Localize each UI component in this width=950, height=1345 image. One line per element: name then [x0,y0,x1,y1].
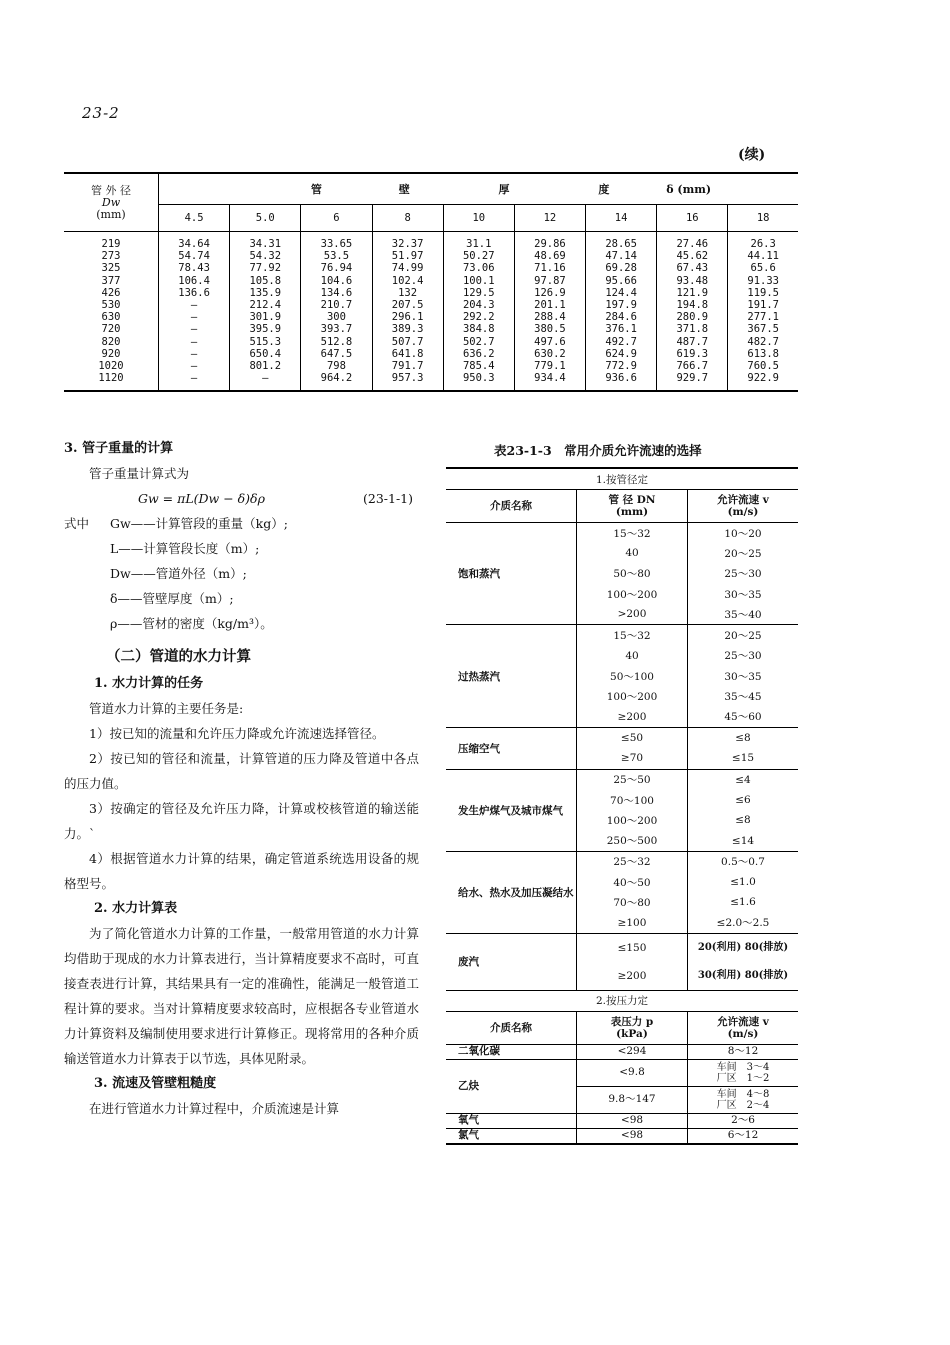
header2-pressure-line2: (kPa) [616,1027,648,1040]
weight-cell: 929.7 [657,372,728,391]
medium-name: 发生炉煤气及城市煤气 [446,769,577,851]
thickness-header: 18 [728,205,798,232]
table-row [64,336,798,348]
where-label: 式中 [64,516,90,531]
weight-cell: 47.14 [586,250,657,262]
weight-cell: 515.3 [230,336,301,348]
diameter-cell: 25～32 [577,851,688,872]
definition-item: Gw——计算管段的重量（kg）; [110,516,288,531]
weight-cell: 53.5 [301,250,372,262]
weight-cell: 772.9 [586,360,657,372]
thickness-header: 12 [514,205,585,232]
weight-cell: 798 [301,360,372,372]
weight-cell: 69.28 [586,262,657,274]
weight-cell: 284.6 [586,311,657,323]
diameter-cell: 40～50 [577,872,688,892]
medium-name: 二氧化碳 [446,1044,577,1059]
dw-cell: 820 [64,336,159,348]
pressure-cell: 9.8～147 [577,1086,688,1113]
velocity-cell: 45～60 [688,707,799,728]
diameter-cell: 100～200 [577,584,688,604]
thickness-header: 4.5 [159,205,230,232]
weight-cell: 760.5 [728,360,798,372]
weight-cell: 791.7 [372,360,443,372]
dw-cell: 1020 [64,360,159,372]
weight-cell: 647.5 [301,348,372,360]
weight-cell: 389.3 [372,323,443,335]
thickness-header: 5.0 [230,205,301,232]
paragraph-hydraulic-table: 为了简化管道水力计算的工作量，一般常用管道的水力计算均借助于现成的水力计算表进行，当计算精度要求不高时，可直接查表进行计算，其结果具有一定的准确性，能满足一般管道工程计算的要求。当对计算精度要求较高时，应根据各专业管道水力计算资料及编制使用要求进行计算修正。现将常用的各种介质输送管道水力计算表于以节选，具体见附录。 [64,926,419,1066]
dw-cell: 273 [64,250,159,262]
weight-cell: 77.92 [230,262,301,274]
weight-cell: 191.7 [728,299,798,311]
weight-cell: 121.9 [657,287,728,299]
weight-cell: 482.7 [728,336,798,348]
header-velocity [688,490,799,523]
table-row [64,311,798,323]
table-row [64,287,798,299]
table-row [446,1128,798,1144]
dw-cell: 426 [64,287,159,299]
thickness-spanning-header: 管 壁 厚 度 δ (mm) [310,183,712,196]
continued-label: (续) [738,147,766,163]
medium-name: 乙炔 [446,1059,577,1113]
weight-cell: 31.1 [443,232,514,251]
velocity-cell: 车间 3～4 厂区 1～2 [688,1059,799,1086]
velocity-cell: ≤8 [735,814,751,827]
header-diameter [577,490,688,523]
velocity-cell: 30～35 [724,588,762,601]
velocity-cell: 2～6 [688,1113,799,1128]
weight-cell: 301.9 [230,311,301,323]
weight-cell: 50.27 [443,250,514,262]
weight-cell: 507.7 [372,336,443,348]
table-row [446,933,798,962]
weight-cell: 91.33 [728,275,798,287]
diameter-cell: ≤150 [577,933,688,962]
weight-cell: 104.6 [301,275,372,287]
diameter-cell: ≥100 [577,913,688,934]
velocity-cell: 20～25 [724,547,762,560]
task-item: 2）按已知的管径和流量，计算管道的压力降及管道中各点的压力值。 [64,751,419,791]
dw-cell: 920 [64,348,159,360]
table-row [446,625,798,646]
table-row [446,769,798,790]
task-item: 3）按确定的管径及允许压力降，计算或校核管道的输送能力。` [64,801,419,841]
diameter-cell: 40 [577,543,688,563]
weight-cell: 28.65 [586,232,657,251]
formula: Gw = πL(Dw − δ)δρ [138,491,265,506]
velocity-cell: 6～12 [688,1128,799,1144]
subheading-by-diameter: 1.按管径定 [446,468,798,490]
table-row [64,323,798,335]
weight-cell: 212.4 [230,299,301,311]
table-row [446,1044,798,1059]
weight-cell: 624.9 [586,348,657,360]
table-row [446,1011,798,1044]
diameter-cell: ≥70 [577,748,688,769]
weight-cell: 34.64 [178,238,210,250]
velocity-cell: 35～45 [724,691,762,704]
weight-cell: 51.97 [372,250,443,262]
table-row [446,1059,798,1086]
diameter-cell: ≤50 [577,727,688,748]
weight-cell: 502.7 [443,336,514,348]
formula-line [64,486,419,511]
weight-cell: 288.4 [514,311,585,323]
velocity-cell: 20～25 [724,630,762,643]
definition-item: ρ——管材的密度（kg/m³）。 [110,616,273,631]
table-row [446,468,798,490]
definition-item: L——计算管段长度（m）; [110,541,260,556]
weight-cell: 934.4 [514,372,585,391]
subheading-by-pressure: 2.按压力定 [446,990,798,1011]
weight-cell: 210.7 [301,299,372,311]
diameter-cell: 70～100 [577,790,688,810]
weight-cell: 380.5 [514,323,585,335]
weight-cell: 296.1 [372,311,443,323]
header-velocity-line1: 允许流速 v [717,494,769,506]
header2-velocity-line1: 允许流速 v [717,1015,769,1028]
thickness-header: 16 [657,205,728,232]
weight-cell: 73.06 [443,262,514,274]
table-row [446,851,798,872]
weight-cell: 277.1 [728,311,798,323]
thickness-header: 6 [301,205,372,232]
weight-cell: 922.9 [728,372,798,391]
weight-cell: 26.3 [728,232,798,251]
weight-cell: 67.43 [657,262,728,274]
weight-cell: 280.9 [657,311,728,323]
table-caption: 表23-1-3 常用介质允许流速的选择 [494,443,702,458]
diameter-cell: >200 [577,604,688,625]
weight-cell: — [230,372,301,391]
table-row [446,523,798,544]
weight-cell: 492.7 [586,336,657,348]
weight-cell: 65.6 [728,262,798,274]
weight-cell: 54.32 [230,250,301,262]
table-row [446,1113,798,1128]
weight-cell: 100.1 [443,275,514,287]
weight-cell: 124.4 [586,287,657,299]
velocity-cell: 35～40 [688,604,799,625]
formula-intro: 管子重量计算式为 [89,466,190,481]
weight-cell: 384.8 [443,323,514,335]
dw-header: 管 外 径 Dw (mm) [64,173,159,232]
pressure-cell: <98 [577,1128,688,1144]
weight-cell: 119.5 [728,287,798,299]
pressure-cell: <9.8 [577,1059,688,1086]
weight-cell: 785.4 [443,360,514,372]
weight-cell: 134.6 [301,287,372,299]
weight-cell: 78.43 [178,262,210,275]
weight-cell: 393.7 [301,323,372,335]
definitions [64,511,419,636]
weight-cell: 33.65 [301,232,372,251]
pressure-cell: <98 [577,1113,688,1128]
header2-pressure [577,1011,688,1044]
heading-velocity: 3. 流速及管壁粗糙度 [94,1076,217,1091]
velocity-cell: ≤1.6 [730,896,756,909]
left-column [64,436,419,1121]
table-row [64,360,798,372]
paragraph-velocity: 在进行管道水力计算过程中，介质流速是计算 [89,1101,340,1116]
diameter-cell: ≥200 [577,962,688,991]
weight-cell: 136.6 [178,286,210,299]
weight-cell: 32.37 [372,232,443,251]
dw-cell: 720 [64,323,159,335]
weight-cell: 766.7 [657,360,728,372]
velocity-cell: 30～35 [724,670,762,683]
task-item: 1）按已知的流量和允许压力降或允许流速选择管径。 [89,726,385,741]
header2-pressure-line1: 表压力 p [610,1015,654,1028]
task-item: 4）根据管道水力计算的结果，确定管道系统选用设备的规格型号。 [64,851,419,891]
weight-cell: 801.2 [230,360,301,372]
velocity-cell: ≤15 [688,748,799,769]
table-row [64,275,798,287]
weight-cell: 29.86 [514,232,585,251]
weight-cell: 395.9 [230,323,301,335]
diameter-cell: 25～50 [577,769,688,790]
weight-cell: 207.5 [372,299,443,311]
weight-cell: — [190,360,198,373]
page-number: 23-2 [82,104,120,122]
velocity-cell: 0.5～0.7 [721,856,765,869]
table-row [446,990,798,1011]
weight-cell: — [190,323,198,336]
pipe-weight-table [64,172,798,392]
velocity-cell: ≤4 [735,773,751,786]
table-row [64,372,798,391]
weight-cell: — [190,299,198,312]
velocity-cell: 20(利用) 80(排放) [697,942,789,954]
weight-cell: 964.2 [301,372,372,391]
weight-cell: 54.74 [178,250,210,263]
diameter-cell: 250～500 [577,830,688,851]
medium-name: 给水、热水及加压凝结水 [446,851,577,933]
weight-cell: 105.8 [230,275,301,287]
medium-name: 废汽 [446,933,577,990]
weight-cell: 936.6 [586,372,657,391]
weight-cell: 45.62 [657,250,728,262]
diameter-cell: 40 [577,646,688,666]
dw-cell: 325 [64,262,159,274]
weight-cell: 636.2 [443,348,514,360]
heading-hydraulic-table: 2. 水力计算表 [94,901,178,916]
weight-cell: 204.3 [443,299,514,311]
dw-cell: 630 [64,311,159,323]
weight-cell: — [190,347,198,360]
velocity-cell: ≤1.0 [730,876,756,889]
velocity-table [446,467,798,1145]
header2-medium: 介质名称 [446,1011,577,1044]
weight-cell: 957.3 [372,372,443,391]
thickness-header: 10 [443,205,514,232]
pressure-cell: <294 [577,1044,688,1059]
weight-cell: 201.1 [514,299,585,311]
table-row [64,262,798,274]
weight-cell: 48.69 [514,250,585,262]
thickness-header: 8 [372,205,443,232]
heading-task: 1. 水力计算的任务 [94,676,204,691]
weight-cell: 300 [301,311,372,323]
weight-cell: 779.1 [514,360,585,372]
weight-cell: 76.94 [301,262,372,274]
weight-cell: 197.9 [586,299,657,311]
dw-cell: 1120 [64,372,159,391]
weight-cell: 34.31 [230,232,301,251]
medium-name: 氯气 [446,1128,577,1144]
weight-cell: 292.2 [443,311,514,323]
weight-cell: 93.48 [657,275,728,287]
velocity-cell: 车间 4～8 厂区 2～4 [688,1086,799,1113]
table-row [64,299,798,311]
heading-pipe-weight: 3. 管子重量的计算 [64,441,174,456]
dw-cell: 377 [64,275,159,287]
diameter-cell: 15～32 [577,625,688,646]
definition-item: Dw——管道外径（m）; [110,566,247,581]
diameter-cell: 50～100 [577,666,688,686]
weight-cell: 71.16 [514,262,585,274]
table-row [446,490,798,523]
weight-cell: 44.11 [728,250,798,262]
velocity-cell: 30(利用) 80(排放) [688,962,799,991]
velocity-cell: ≤2.0～2.5 [688,913,799,934]
medium-name: 压缩空气 [446,727,577,769]
weight-cell: 97.87 [514,275,585,287]
header-diameter-line2: (mm) [615,506,649,518]
weight-cell: 129.5 [443,287,514,299]
table-row [446,727,798,748]
weight-cell: 376.1 [586,323,657,335]
medium-name: 饱和蒸汽 [446,523,577,625]
weight-cell: 950.3 [443,372,514,391]
weight-cell: 487.7 [657,336,728,348]
definition-item: δ——管壁厚度（m）; [110,591,234,606]
velocity-cell: ≤6 [735,794,751,806]
weight-cell: 95.66 [586,275,657,287]
header2-velocity [688,1011,799,1044]
dw-cell: 530 [64,299,159,311]
weight-cell: 613.8 [728,348,798,360]
weight-cell: — [190,372,198,385]
table-row [64,348,798,360]
weight-cell: 194.8 [657,299,728,311]
section-hydraulic: （二）管道的水力计算 [106,648,251,665]
medium-name: 过热蒸汽 [446,625,577,727]
weight-cell: 132 [372,287,443,299]
weight-cell: 367.5 [728,323,798,335]
weight-cell: 106.4 [178,274,210,287]
weight-cell: 497.6 [514,336,585,348]
weight-cell: 650.4 [230,348,301,360]
weight-cell: 630.2 [514,348,585,360]
table-row [64,232,798,251]
weight-cell: 371.8 [657,323,728,335]
velocity-cell: 25～30 [724,650,762,663]
weight-cell: — [190,335,198,348]
velocity-cell: 25～30 [724,568,762,581]
medium-name: 氧气 [446,1113,577,1128]
weight-cell: 512.8 [301,336,372,348]
diameter-cell: ≥200 [577,707,688,728]
diameter-cell: 70～80 [577,892,688,912]
diameter-cell: 15～32 [577,523,688,544]
header-velocity-line2: (m/s) [727,506,759,518]
diameter-cell: 50～80 [577,564,688,584]
dw-cell: 219 [64,232,159,251]
table-row [64,250,798,262]
weight-cell: 27.46 [657,232,728,251]
velocity-cell: ≤8 [735,732,751,745]
header-diameter-line1: 管 径 DN [608,494,656,506]
velocity-cell: 10～20 [724,527,762,540]
header2-velocity-line2: (m/s) [727,1027,759,1040]
weight-cell: 619.3 [657,348,728,360]
task-intro: 管道水力计算的主要任务是: [89,701,244,716]
weight-cell: 102.4 [372,275,443,287]
weight-cell: — [190,311,198,324]
thickness-header: 14 [586,205,657,232]
diameter-cell: 100～200 [577,686,688,706]
velocity-cell: 8～12 [688,1044,799,1059]
weight-cell: 135.9 [230,287,301,299]
weight-cell: 74.99 [372,262,443,274]
formula-number: (23-1-1) [362,491,413,506]
header-medium: 介质名称 [446,490,577,523]
velocity-cell: ≤14 [688,830,799,851]
weight-cell: 641.8 [372,348,443,360]
weight-cell: 126.9 [514,287,585,299]
diameter-cell: 100～200 [577,810,688,830]
